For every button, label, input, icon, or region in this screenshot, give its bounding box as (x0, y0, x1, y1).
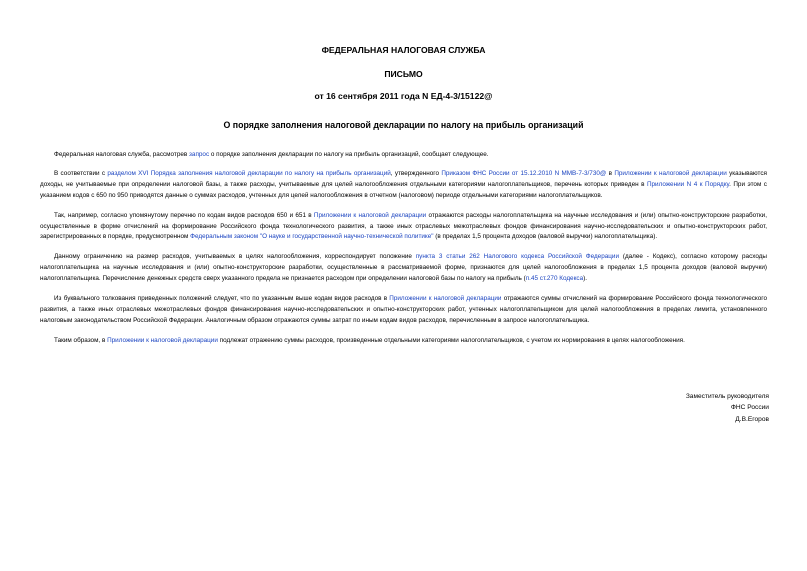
signer-name: Д.В.Егоров (735, 415, 769, 423)
tax-code-article-262-link[interactable]: пункта 3 статьи 262 Налогового кодекса Российской Федерации (415, 253, 619, 261)
letter-body (40, 150, 767, 347)
paragraph-text: отражаются суммы отчислений на формирование Российского фонда технологического развития, а также иных отраслевых межотраслевых фондов финансирования научно-исследовательских и опытно-конструкторских работ, учтенных налогоплательщиком для целей налогообложения в пределах лимита, установленного налоговым законодательством Российской Федерации. Аналогичным образом отражаются суммы затрат по иным кодам видов расходов, перечисленным в запросе налогоплательщика. (40, 295, 767, 324)
fns-order-link[interactable]: Приказом ФНС России от 15.12.2010 N ММВ-7-3/730@ (441, 169, 607, 177)
paragraph-6 (40, 336, 767, 347)
paragraph-text: (далее - Кодекс), согласно которому расходы налогоплательщика на научные исследования и (или) опытно-конструкторские разработки, осуществленные в рассматриваемой форме, признаются для целей налогообложения в пределах 1,5 процента доходов (валовой выручки) налогоплательщика. Перечисление денежных средств сверх указанного предела не признается расходом при определении налоговой базы по налогу на прибыль ( (40, 253, 767, 283)
paragraph-text: в (606, 169, 615, 177)
paragraph-text: Федеральная налоговая служба, рассмотрев (54, 151, 190, 158)
tax-code-article-270-link[interactable]: п.45 ст.270 Кодекса (525, 275, 584, 283)
science-law-link[interactable]: Федеральным законом "О науке и государственной научно-технической политике" (190, 233, 434, 241)
paragraph-3 (40, 211, 767, 244)
paragraph-text: . При этом с указанием кодов с 650 по 950 приводятся данные о суммах расходов, учтенных для целей налогообложения в отчетном (налоговом) периоде отдельными категориями налогоплательщиков. (40, 180, 767, 199)
declaration-appendix-link[interactable]: Приложении к налоговой декларации (614, 169, 727, 177)
document-title: О порядке заполнения налоговой декларации по налогу на прибыль организаций (223, 120, 584, 130)
paragraph-text: подлежат отражению суммы расходов, произведенные отдельными категориями налогоплательщиков, с учетом их нормирования в целях налогообложения. (217, 336, 685, 344)
signature-block (569, 391, 769, 425)
order-section-xvi-link[interactable]: разделом XVI Порядка заполнения налоговой декларации по налогу на прибыль организаций (107, 169, 391, 177)
paragraph-text: Таким образом, в (54, 336, 108, 344)
signer-agency: ФНС России (730, 404, 769, 412)
paragraph-text: указываются доходы, не учитываемые при определении налоговой базы, а также расходы, учитываемые для целей налогообложения отдельными категориями налогоплательщиков, перечень которых приведен в (40, 169, 767, 188)
paragraph-text: Данному ограничению на размер расходов, учитываемых в целях налогообложения, корреспондирует положение (54, 253, 416, 261)
paragraph-5 (40, 294, 767, 327)
appendix-4-link[interactable]: Приложении N 4 к Порядку (646, 180, 730, 188)
declaration-appendix-link[interactable]: Приложении к налоговой декларации (313, 211, 427, 219)
paragraph-text: (в пределах 1,5 процента доходов (валовой выручки) налогоплательщика). (433, 233, 658, 241)
paragraph-4 (40, 252, 767, 285)
paragraph-text: Так, например, согласно упомянутому перечню по кодам видов расходов 650 и 651 в (54, 211, 314, 219)
request-link[interactable]: запрос (189, 151, 210, 158)
paragraph-text: , утвержденного (390, 169, 442, 177)
paragraph-text: ). (583, 275, 588, 283)
declaration-appendix-link[interactable]: Приложении к налоговой декларации (389, 295, 502, 303)
declaration-appendix-link[interactable]: Приложении к налоговой декларации (107, 336, 218, 344)
paragraph-text: отражаются расходы налогоплательщика на научные исследования и (или) опытно-конструкторские разработки, осуществленные в форме отчислений на формирование Российского фонда технологического развития, а также иных отраслевых межотраслевых фондов финансирования научно-исследовательских и опытно-конструкторских работ, зарегистрированных в порядке, предусмотренном (40, 211, 767, 241)
paragraph-text: В соответствии с (54, 169, 108, 177)
agency-heading: ФЕДЕРАЛЬНАЯ НАЛОГОВАЯ СЛУЖБА (321, 45, 486, 55)
paragraph-text: Из буквального толкования приведенных положений следует, что по указанным выше кодам видов расходов в (54, 295, 390, 303)
document-reference: от 16 сентября 2011 года N ЕД-4-3/15122@ (314, 91, 493, 101)
document-type: ПИСЬМО (384, 69, 423, 79)
paragraph-text: о порядке заполнения декларации по налогу на прибыль организаций, сообщает следующее. (209, 151, 489, 158)
paragraph-2 (40, 169, 767, 202)
paragraph-1 (40, 150, 767, 161)
signer-position: Заместитель руководителя (685, 393, 769, 400)
